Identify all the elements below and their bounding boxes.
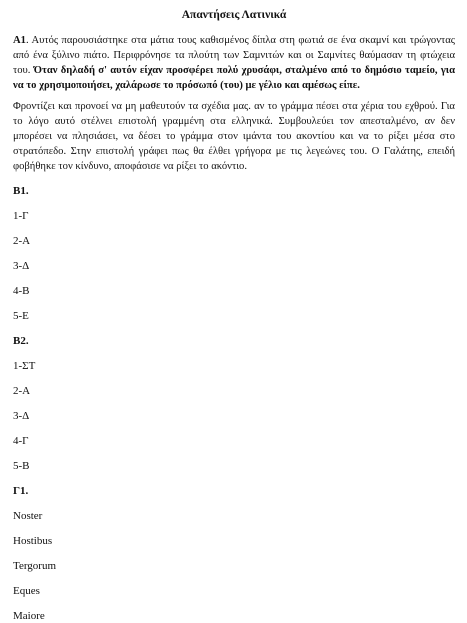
list-item-g1-5: Maiore xyxy=(13,610,45,622)
answer-a1-paragraph xyxy=(13,33,455,93)
list-item-g1-4: Eques xyxy=(13,585,40,597)
answer-a1-paragraph-2: Φροντίζει και προνοεί να μη μαθευτούν τα σχέδια μας. αν το γράμμα πέσει στα χέρια του εχθρού. Για το λόγο αυτό στέλνει επιστολή γραμμένη στα ελληνικά. Συμβουλεύει τον απεσταλμένο, αν δεν μπορέσει να πλησιάσει, να δέσει το γράμμα στον ιμάντα του ακοντίου και να το ρίξει μέσα στο στρατόπεδο. Στην επιστολή γράφει πως θα έλθει γρήγορα με τις λεγεώνες του. Ο Γαλάτης, επειδή φοβήθηκε τον κίνδυνο, αποφάσισε να ρίξει το ακόντιο. xyxy=(13,101,455,172)
list-item-g1-1: Noster xyxy=(13,510,43,522)
section-g1-label: Γ1. xyxy=(13,485,29,497)
list-item-g1-3: Tergorum xyxy=(13,560,57,572)
list-item-b2-2: 2-Α xyxy=(13,385,31,397)
answer-a1-label: Α1 xyxy=(13,35,26,46)
document-title: Απαντήσεις Λατινικά xyxy=(181,9,287,21)
list-item-b1-4: 4-Β xyxy=(13,285,30,297)
answer-a1-text: . Αυτός παρουσιάστηκε στα μάτια τους καθισμένος δίπλα στη φωτιά σε ένα σκαμνί και τρώγοντας από ένα ξύλινο πιάτο. Περιφρόνησε τα πλούτη των Σαμνιτών και οι Σαμνίτες θαύμασαν τη φτώχεια του. xyxy=(13,35,455,76)
answer-a1-bold-text: Όταν δηλαδή σ' αυτόν είχαν προσφέρει πολύ χρυσάφι, σταλμένο από το δημόσιο ταμείο, για να το χρησιμοποιήσει, χαλάρωσε το πρόσωπό (του) με γέλιο και αμέσως είπε. xyxy=(13,65,455,91)
list-item-g1-2: Hostibus xyxy=(13,535,53,547)
list-item-b1-2: 2-Α xyxy=(13,235,31,247)
list-item-b1-3: 3-Δ xyxy=(13,260,30,272)
section-b2-label: Β2. xyxy=(13,335,29,347)
list-item-b2-5: 5-Β xyxy=(13,460,30,472)
list-item-b2-3: 3-Δ xyxy=(13,410,30,422)
list-item-b2-4: 4-Γ xyxy=(13,435,29,447)
section-b1-label: Β1. xyxy=(13,185,29,197)
list-item-b1-5: 5-Ε xyxy=(13,310,29,322)
list-item-b2-1: 1-ΣΤ xyxy=(13,360,36,372)
list-item-b1-1: 1-Γ xyxy=(13,210,29,222)
